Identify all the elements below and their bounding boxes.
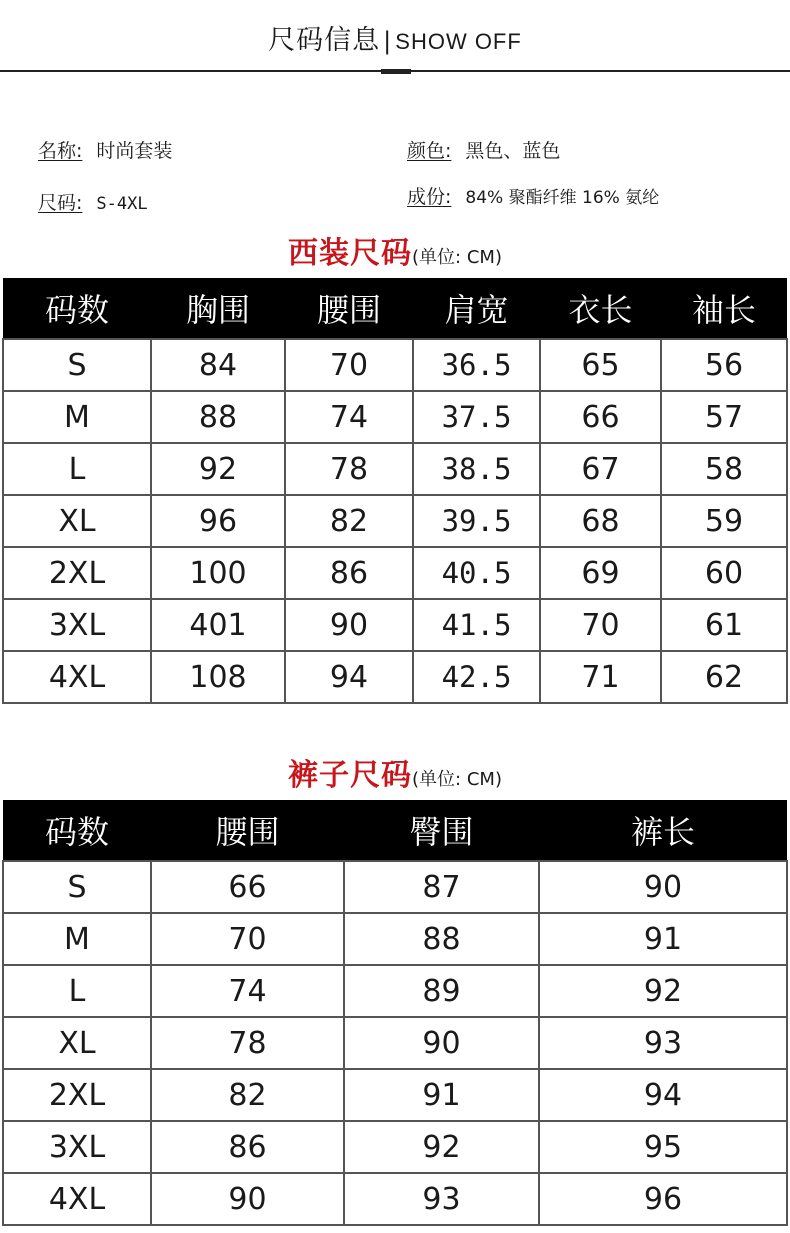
color-value: 黑色、蓝色 xyxy=(465,140,561,162)
header-separator: | xyxy=(383,27,393,55)
table-cell: 4XL xyxy=(3,651,151,703)
header-cell: 臀围 xyxy=(344,800,539,861)
header-cell: 袖长 xyxy=(661,278,787,339)
table-cell: 93 xyxy=(539,1017,787,1069)
table-cell: 59 xyxy=(661,495,787,547)
suit-title: 西装尺码 xyxy=(288,236,413,271)
table-cell: 39.5 xyxy=(413,495,540,547)
table-cell: 68 xyxy=(540,495,661,547)
header-cell: 码数 xyxy=(3,278,151,339)
table-cell: 91 xyxy=(344,1069,539,1121)
size-label: 尺码: xyxy=(38,192,83,214)
table-header-row xyxy=(3,278,787,339)
name-label: 名称: xyxy=(38,140,83,162)
header-cell: 胸围 xyxy=(151,278,285,339)
name-value: 时尚套装 xyxy=(96,140,173,162)
header-divider-mark xyxy=(381,69,411,74)
table-row xyxy=(3,599,787,651)
size-value: S-4XL xyxy=(96,194,148,214)
table-cell: 61 xyxy=(661,599,787,651)
table-cell: M xyxy=(3,913,151,965)
header-title-zh: 尺码信息 xyxy=(268,25,381,56)
table-cell: 4XL xyxy=(3,1173,151,1225)
table-cell: 78 xyxy=(285,443,413,495)
page-header xyxy=(0,0,790,80)
table-cell: 38.5 xyxy=(413,443,540,495)
table-cell: 60 xyxy=(661,547,787,599)
table-cell: 66 xyxy=(151,861,344,913)
table-cell: 69 xyxy=(540,547,661,599)
header-cell: 肩宽 xyxy=(413,278,540,339)
table-cell: 401 xyxy=(151,599,285,651)
table-cell: 89 xyxy=(344,965,539,1017)
table-cell: 82 xyxy=(285,495,413,547)
table-header-row xyxy=(3,800,787,861)
table-row xyxy=(3,443,787,495)
product-color xyxy=(407,136,560,163)
table-cell: 92 xyxy=(151,443,285,495)
table-cell: 62 xyxy=(661,651,787,703)
header-cell: 衣长 xyxy=(540,278,661,339)
product-material xyxy=(407,182,659,209)
table-cell: 2XL xyxy=(3,1069,151,1121)
header-cell: 腰围 xyxy=(285,278,413,339)
table-cell: 92 xyxy=(344,1121,539,1173)
table-cell: 90 xyxy=(285,599,413,651)
table-row xyxy=(3,1069,787,1121)
table-cell: 108 xyxy=(151,651,285,703)
table-row xyxy=(3,547,787,599)
table-cell: 66 xyxy=(540,391,661,443)
table-cell: 100 xyxy=(151,547,285,599)
table-row xyxy=(3,651,787,703)
table-cell: 36.5 xyxy=(413,339,540,391)
table-cell: 86 xyxy=(285,547,413,599)
table-cell: 86 xyxy=(151,1121,344,1173)
table-cell: 71 xyxy=(540,651,661,703)
suit-unit: (单位: CM) xyxy=(412,247,502,268)
pants-unit: (单位: CM) xyxy=(412,769,502,790)
table-cell: 3XL xyxy=(3,1121,151,1173)
table-row xyxy=(3,1017,787,1069)
table-row xyxy=(3,495,787,547)
table-row xyxy=(3,965,787,1017)
table-cell: 96 xyxy=(539,1173,787,1225)
table-cell: XL xyxy=(3,1017,151,1069)
table-cell: 3XL xyxy=(3,599,151,651)
table-cell: 56 xyxy=(661,339,787,391)
table-cell: S xyxy=(3,339,151,391)
table-cell: 87 xyxy=(344,861,539,913)
table-cell: 42.5 xyxy=(413,651,540,703)
header-title-en: SHOW OFF xyxy=(395,29,522,54)
table-cell: 94 xyxy=(539,1069,787,1121)
table-cell: 70 xyxy=(151,913,344,965)
table-cell: L xyxy=(3,443,151,495)
table-row xyxy=(3,913,787,965)
table-cell: 84 xyxy=(151,339,285,391)
table-cell: 94 xyxy=(285,651,413,703)
table-cell: 93 xyxy=(344,1173,539,1225)
table-cell: 88 xyxy=(344,913,539,965)
header-cell: 腰围 xyxy=(151,800,344,861)
suit-size-heading xyxy=(0,228,790,272)
table-cell: 74 xyxy=(151,965,344,1017)
table-cell: 91 xyxy=(539,913,787,965)
material-value: 84% 聚酯纤维 16% 氨纶 xyxy=(465,188,660,208)
table-cell: S xyxy=(3,861,151,913)
pants-title: 裤子尺码 xyxy=(288,758,413,793)
table-cell: L xyxy=(3,965,151,1017)
table-cell: 90 xyxy=(151,1173,344,1225)
table-cell: 90 xyxy=(344,1017,539,1069)
suit-size-table xyxy=(2,278,788,704)
table-cell: 92 xyxy=(539,965,787,1017)
table-cell: 70 xyxy=(285,339,413,391)
table-cell: 40.5 xyxy=(413,547,540,599)
table-row xyxy=(3,339,787,391)
product-size xyxy=(38,188,148,215)
header-cell: 裤长 xyxy=(539,800,787,861)
table-cell: 82 xyxy=(151,1069,344,1121)
table-cell: 37.5 xyxy=(413,391,540,443)
material-label: 成份: xyxy=(407,186,452,208)
table-cell: 57 xyxy=(661,391,787,443)
color-label: 颜色: xyxy=(407,140,452,162)
table-cell: 90 xyxy=(539,861,787,913)
table-cell: 58 xyxy=(661,443,787,495)
table-cell: 70 xyxy=(540,599,661,651)
table-row xyxy=(3,1121,787,1173)
table-cell: 96 xyxy=(151,495,285,547)
table-cell: 2XL xyxy=(3,547,151,599)
table-cell: 41.5 xyxy=(413,599,540,651)
table-cell: 65 xyxy=(540,339,661,391)
table-cell: XL xyxy=(3,495,151,547)
table-row xyxy=(3,861,787,913)
pants-size-table xyxy=(2,800,788,1226)
table-row xyxy=(3,391,787,443)
table-cell: 95 xyxy=(539,1121,787,1173)
table-cell: M xyxy=(3,391,151,443)
table-cell: 74 xyxy=(285,391,413,443)
header-title xyxy=(0,18,790,57)
pants-size-heading xyxy=(0,750,790,794)
header-cell: 码数 xyxy=(3,800,151,861)
table-cell: 78 xyxy=(151,1017,344,1069)
product-name xyxy=(38,136,172,163)
table-cell: 67 xyxy=(540,443,661,495)
table-row xyxy=(3,1173,787,1225)
table-cell: 88 xyxy=(151,391,285,443)
